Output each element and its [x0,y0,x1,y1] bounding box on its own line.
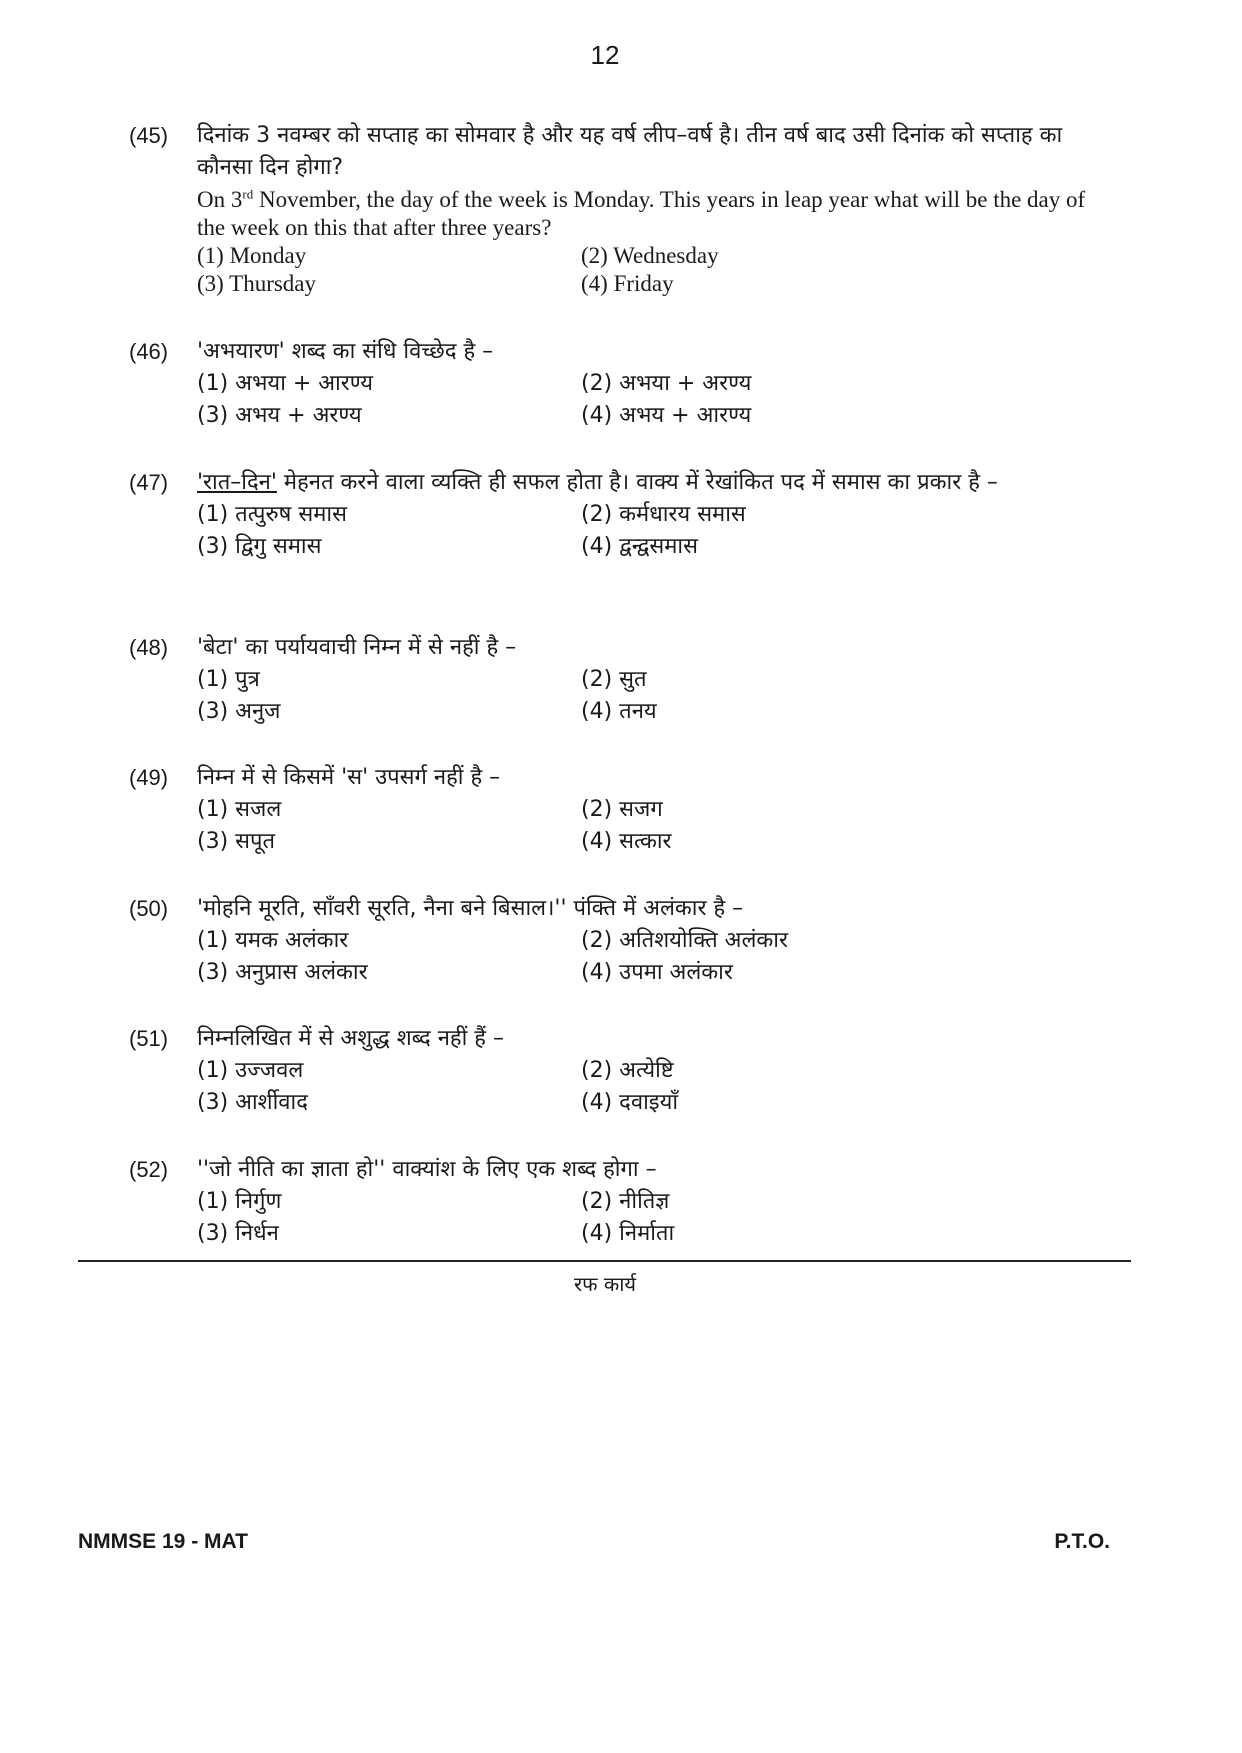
option-1: (1) निर्गुण [197,1189,282,1214]
question-text-hindi: निम्नलिखित में से अशुद्ध शब्द नहीं हैं – [197,1026,504,1051]
option-2: (2) कर्मधारय समास [581,502,746,527]
option-2: (2) Wednesday [581,243,719,268]
option-3: (3) द्विगु समास [197,534,322,559]
options [197,499,1089,563]
question-number: (49) [129,765,169,790]
question-46 [129,336,1089,432]
question-text-english: On 3rd November, the day of the week is Monday. This years in leap year what will be the day of the week on this that after three years? [197,186,1086,240]
option-4: (4) दवाइयाँ [581,1090,679,1115]
footer-exam-code: NMMSE 19 - MAT [78,1530,248,1553]
question-47 [129,467,1089,563]
option-1: (1) तत्पुरुष समास [197,502,347,527]
question-number: (51) [129,1026,169,1051]
question-text-hindi: 'रात–दिन' मेहनत करने वाला व्यक्ति ही सफल होता है। वाक्य में रेखांकित पद में समास का प्रकार है – [197,470,998,495]
question-number: (46) [129,339,169,364]
question-number: (45) [129,123,169,148]
question-number: (47) [129,470,169,495]
option-2: (2) अभया + अरण्य [581,371,752,396]
option-3: (3) अनुप्रास अलंकार [197,960,368,985]
rough-work-label: रफ कार्य [573,1272,637,1296]
option-1: (1) पुत्र [197,667,260,692]
question-text-hindi: निम्न में से किसमें 'स' उपसर्ग नहीं है – [197,765,501,790]
page-number: 12 [590,40,620,70]
question-51 [129,1023,1089,1119]
options [197,794,1089,858]
rough-work-divider [78,1260,1131,1262]
question-text-hindi: 'मोहनि मूरति, साँवरी सूरति, नैना बने बिसाल।'' पंक्ति में अलंकार है – [197,896,744,921]
option-3: (3) आर्शीवाद [197,1090,308,1115]
question-number: (50) [129,896,169,921]
options [197,368,1089,432]
option-2: (2) सुत [581,667,647,692]
option-4: (4) द्वन्द्वसमास [581,534,698,559]
option-2: (2) अतिशयोक्ति अलंकार [581,928,788,953]
options [197,925,1089,989]
option-4: (4) निर्माता [581,1221,675,1246]
question-52 [129,1154,1089,1250]
options [197,1186,1089,1250]
option-4: (4) अभय + आरण्य [581,403,752,428]
option-1: (1) यमक अलंकार [197,928,349,953]
option-1: (1) सजल [197,797,282,822]
question-50 [129,893,1089,989]
option-3: (3) Thursday [197,271,317,296]
option-3: (3) निर्धन [197,1221,279,1246]
option-4: (4) सत्कार [581,829,672,854]
option-2: (2) सजग [581,797,663,822]
question-49 [129,762,1089,858]
options [197,664,1089,728]
question-text-hindi: 'अभयारण' शब्द का संधि विच्छेद है – [197,339,494,364]
option-3: (3) सपूत [197,829,276,854]
question-text-hindi: 'बेटा' का पर्यायवाची निम्न में से नहीं है – [197,635,517,660]
question-text-hindi: ''जो नीति का ज्ञाता हो'' वाक्यांश के लिए एक शब्द होगा – [197,1157,657,1182]
option-1: (1) उज्जवल [197,1058,304,1083]
options [197,242,1089,298]
option-4: (4) तनय [581,699,657,724]
option-4: (4) Friday [581,271,674,296]
footer-pto: P.T.O. [1054,1530,1110,1553]
option-3: (3) अनुज [197,699,281,724]
option-4: (4) उपमा अलंकार [581,960,733,985]
question-text-hindi: दिनांक 3 नवम्बर को सप्ताह का सोमवार है और यह वर्ष लीप–वर्ष है। तीन वर्ष बाद उसी दिनांक को सप्ताह का कौनसा दिन होगा? [197,123,1063,180]
option-2: (2) अत्येष्टि [581,1058,674,1083]
question-number: (52) [129,1157,169,1182]
option-1: (1) Monday [197,243,307,268]
options [197,1055,1089,1119]
underlined-term: 'रात–दिन' [197,470,277,495]
option-2: (2) नीतिज्ञ [581,1189,670,1214]
question-number: (48) [129,635,169,660]
question-45 [129,120,1089,298]
question-48 [129,632,1089,728]
option-1: (1) अभया + आरण्य [197,371,374,396]
option-3: (3) अभय + अरण्य [197,403,362,428]
